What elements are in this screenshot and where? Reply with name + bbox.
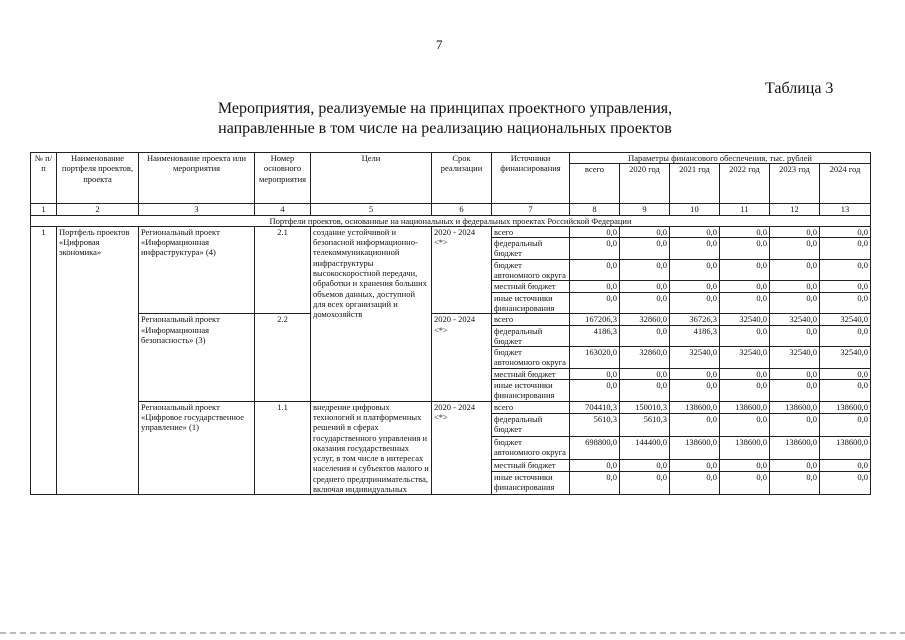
value-cell: 0,0 (820, 292, 871, 314)
value-cell: 0,0 (620, 226, 670, 237)
value-cell: 32540,0 (820, 314, 871, 325)
value-cell: 0,0 (770, 281, 820, 292)
main-activity-number: 2.2 (255, 314, 311, 401)
value-cell: 0,0 (720, 325, 770, 347)
value-cell: 138600,0 (720, 401, 770, 413)
value-cell: 0,0 (670, 380, 720, 402)
value-cell: 0,0 (820, 281, 871, 292)
project-name: Региональный проект «Информационная безопасность» (3) (139, 314, 255, 401)
header-sources: Источники финансирования (492, 153, 570, 204)
value-cell: 36726,3 (670, 314, 720, 325)
col-number: 3 (139, 204, 255, 215)
source-label: местный бюджет (492, 460, 570, 472)
goal-text: создание устойчивой и безопасной информационно-телекоммуникационной инфраструктуры высокоскоростной передачи, обработки и хранения больших объемов данных, доступной для всех организаций и домохозяйств (311, 226, 432, 401)
financing-table (30, 152, 871, 495)
value-cell: 138600,0 (670, 401, 720, 413)
header-term: Срок реализации (432, 153, 492, 204)
value-cell: 0,0 (720, 460, 770, 472)
col-number: 13 (820, 204, 871, 215)
source-label: всего (492, 226, 570, 237)
value-cell: 0,0 (670, 226, 720, 237)
value-cell: 138600,0 (820, 436, 871, 459)
source-label: всего (492, 401, 570, 413)
source-label: федеральный бюджет (492, 325, 570, 347)
value-cell: 0,0 (770, 325, 820, 347)
col-number: 7 (492, 204, 570, 215)
value-cell: 0,0 (820, 413, 871, 436)
value-cell: 0,0 (570, 226, 620, 237)
main-activity-number: 2.1 (255, 226, 311, 313)
value-cell: 0,0 (570, 460, 620, 472)
value-cell: 0,0 (570, 281, 620, 292)
value-cell: 32860,0 (620, 314, 670, 325)
header-project: Наименование проекта или мероприятия (139, 153, 255, 204)
value-cell: 144400,0 (620, 436, 670, 459)
header-2022: 2022 год (720, 164, 770, 204)
value-cell: 0,0 (820, 460, 871, 472)
value-cell: 0,0 (770, 413, 820, 436)
value-cell: 0,0 (770, 292, 820, 314)
value-cell: 32540,0 (770, 314, 820, 325)
table-row (31, 314, 871, 325)
value-cell: 0,0 (620, 472, 670, 495)
source-label: иные источники финансирования (492, 292, 570, 314)
header-main-num: Номер основного мероприятия (255, 153, 311, 204)
value-cell: 0,0 (570, 380, 620, 402)
value-cell: 0,0 (770, 380, 820, 402)
value-cell: 0,0 (670, 472, 720, 495)
col-number: 8 (570, 204, 620, 215)
value-cell: 0,0 (670, 368, 720, 379)
header-2021: 2021 год (670, 164, 720, 204)
value-cell: 5610,3 (570, 413, 620, 436)
value-cell: 0,0 (720, 292, 770, 314)
col-number: 2 (57, 204, 139, 215)
section-title: Портфели проектов, основанные на национальных и федеральных проектах Российской Федерации (31, 215, 871, 226)
value-cell: 32540,0 (720, 347, 770, 369)
source-label: федеральный бюджет (492, 238, 570, 260)
value-cell: 0,0 (570, 292, 620, 314)
col-number: 12 (770, 204, 820, 215)
value-cell: 0,0 (820, 368, 871, 379)
table-row (31, 401, 871, 413)
value-cell: 0,0 (720, 238, 770, 260)
title-line-2: направленные в том числе на реализацию национальных проектов (218, 120, 672, 137)
value-cell: 0,0 (770, 238, 820, 260)
project-name: Региональный проект «Цифровое государственное управление» (1) (139, 401, 255, 495)
header-row-1 (31, 153, 871, 164)
value-cell: 0,0 (670, 281, 720, 292)
value-cell: 0,0 (820, 472, 871, 495)
source-label: иные источники финансирования (492, 380, 570, 402)
value-cell: 0,0 (720, 259, 770, 281)
portfolio-number: 1 (31, 226, 57, 494)
source-label: местный бюджет (492, 368, 570, 379)
value-cell: 138600,0 (670, 436, 720, 459)
value-cell: 0,0 (570, 238, 620, 260)
column-number-row (31, 204, 871, 215)
value-cell: 0,0 (570, 368, 620, 379)
value-cell: 0,0 (670, 460, 720, 472)
value-cell: 0,0 (720, 226, 770, 237)
source-label: бюджет автономного округа (492, 347, 570, 369)
term: 2020 - 2024 <*> (432, 401, 492, 495)
value-cell: 0,0 (670, 259, 720, 281)
value-cell: 32860,0 (620, 347, 670, 369)
project-name: Региональный проект «Информационная инфраструктура» (4) (139, 226, 255, 313)
value-cell: 704410,3 (570, 401, 620, 413)
goal-text: внедрение цифровых технологий и платформенных решений в сферах государственного управления и оказания государственных услуг, в том числе в интересах населения и субъектов малого и среднего предпринимательства, включая индивидуальных (311, 401, 432, 495)
header-2023: 2023 год (770, 164, 820, 204)
value-cell: 0,0 (770, 368, 820, 379)
table-row (31, 226, 871, 237)
source-label: местный бюджет (492, 281, 570, 292)
value-cell: 4186,3 (570, 325, 620, 347)
value-cell: 167206,3 (570, 314, 620, 325)
value-cell: 0,0 (620, 325, 670, 347)
value-cell: 0,0 (720, 413, 770, 436)
header-portfolio: Наименование портфеля проектов, проекта (57, 153, 139, 204)
portfolio-name: Портфель проектов «Цифровая экономика» (57, 226, 139, 494)
value-cell: 0,0 (670, 413, 720, 436)
header-num: № п/п (31, 153, 57, 204)
col-number: 9 (620, 204, 670, 215)
value-cell: 138600,0 (770, 436, 820, 459)
value-cell: 138600,0 (720, 436, 770, 459)
page-number: 7 (436, 37, 443, 52)
value-cell: 0,0 (620, 368, 670, 379)
value-cell: 0,0 (770, 460, 820, 472)
value-cell: 0,0 (820, 259, 871, 281)
value-cell: 32540,0 (670, 347, 720, 369)
source-label: федеральный бюджет (492, 413, 570, 436)
value-cell: 0,0 (570, 259, 620, 281)
main-activity-number: 1.1 (255, 401, 311, 495)
source-label: бюджет автономного округа (492, 436, 570, 459)
col-number: 4 (255, 204, 311, 215)
value-cell: 4186,3 (670, 325, 720, 347)
value-cell: 0,0 (820, 238, 871, 260)
value-cell: 0,0 (620, 292, 670, 314)
header-2024: 2024 год (820, 164, 871, 204)
value-cell: 138600,0 (820, 401, 871, 413)
value-cell: 0,0 (720, 281, 770, 292)
col-number: 11 (720, 204, 770, 215)
value-cell: 0,0 (770, 259, 820, 281)
value-cell: 0,0 (770, 226, 820, 237)
value-cell: 0,0 (620, 380, 670, 402)
col-number: 10 (670, 204, 720, 215)
value-cell: 138600,0 (770, 401, 820, 413)
source-label: бюджет автономного округа (492, 259, 570, 281)
col-number: 5 (311, 204, 432, 215)
scan-artifact-line (0, 632, 905, 634)
title-line-1: Мероприятия, реализуемые на принципах проектного управления, (217, 100, 673, 117)
header-total: всего (570, 164, 620, 204)
header-2020: 2020 год (620, 164, 670, 204)
header-params: Параметры финансового обеспечения, тыс. рублей (570, 153, 871, 164)
value-cell: 0,0 (820, 226, 871, 237)
source-label: всего (492, 314, 570, 325)
value-cell: 163020,0 (570, 347, 620, 369)
value-cell: 32540,0 (770, 347, 820, 369)
term: 2020 - 2024 <*> (432, 314, 492, 401)
value-cell: 32540,0 (720, 314, 770, 325)
col-number: 1 (31, 204, 57, 215)
col-number: 6 (432, 204, 492, 215)
value-cell: 0,0 (620, 460, 670, 472)
value-cell: 0,0 (720, 380, 770, 402)
value-cell: 0,0 (720, 472, 770, 495)
source-label: иные источники финансирования (492, 472, 570, 495)
term: 2020 - 2024 <*> (432, 226, 492, 313)
value-cell: 0,0 (820, 380, 871, 402)
header-goals: Цели (311, 153, 432, 204)
value-cell: 0,0 (770, 472, 820, 495)
table-caption: Таблица 3 (765, 80, 834, 97)
value-cell: 0,0 (820, 325, 871, 347)
document-title (180, 99, 710, 139)
value-cell: 150010,3 (620, 401, 670, 413)
value-cell: 0,0 (720, 368, 770, 379)
value-cell: 698800,0 (570, 436, 620, 459)
value-cell: 0,0 (670, 292, 720, 314)
section-row (31, 215, 871, 226)
value-cell: 5610,3 (620, 413, 670, 436)
value-cell: 0,0 (570, 472, 620, 495)
value-cell: 0,0 (620, 238, 670, 260)
value-cell: 0,0 (670, 238, 720, 260)
value-cell: 0,0 (620, 259, 670, 281)
value-cell: 32540,0 (820, 347, 871, 369)
value-cell: 0,0 (620, 281, 670, 292)
